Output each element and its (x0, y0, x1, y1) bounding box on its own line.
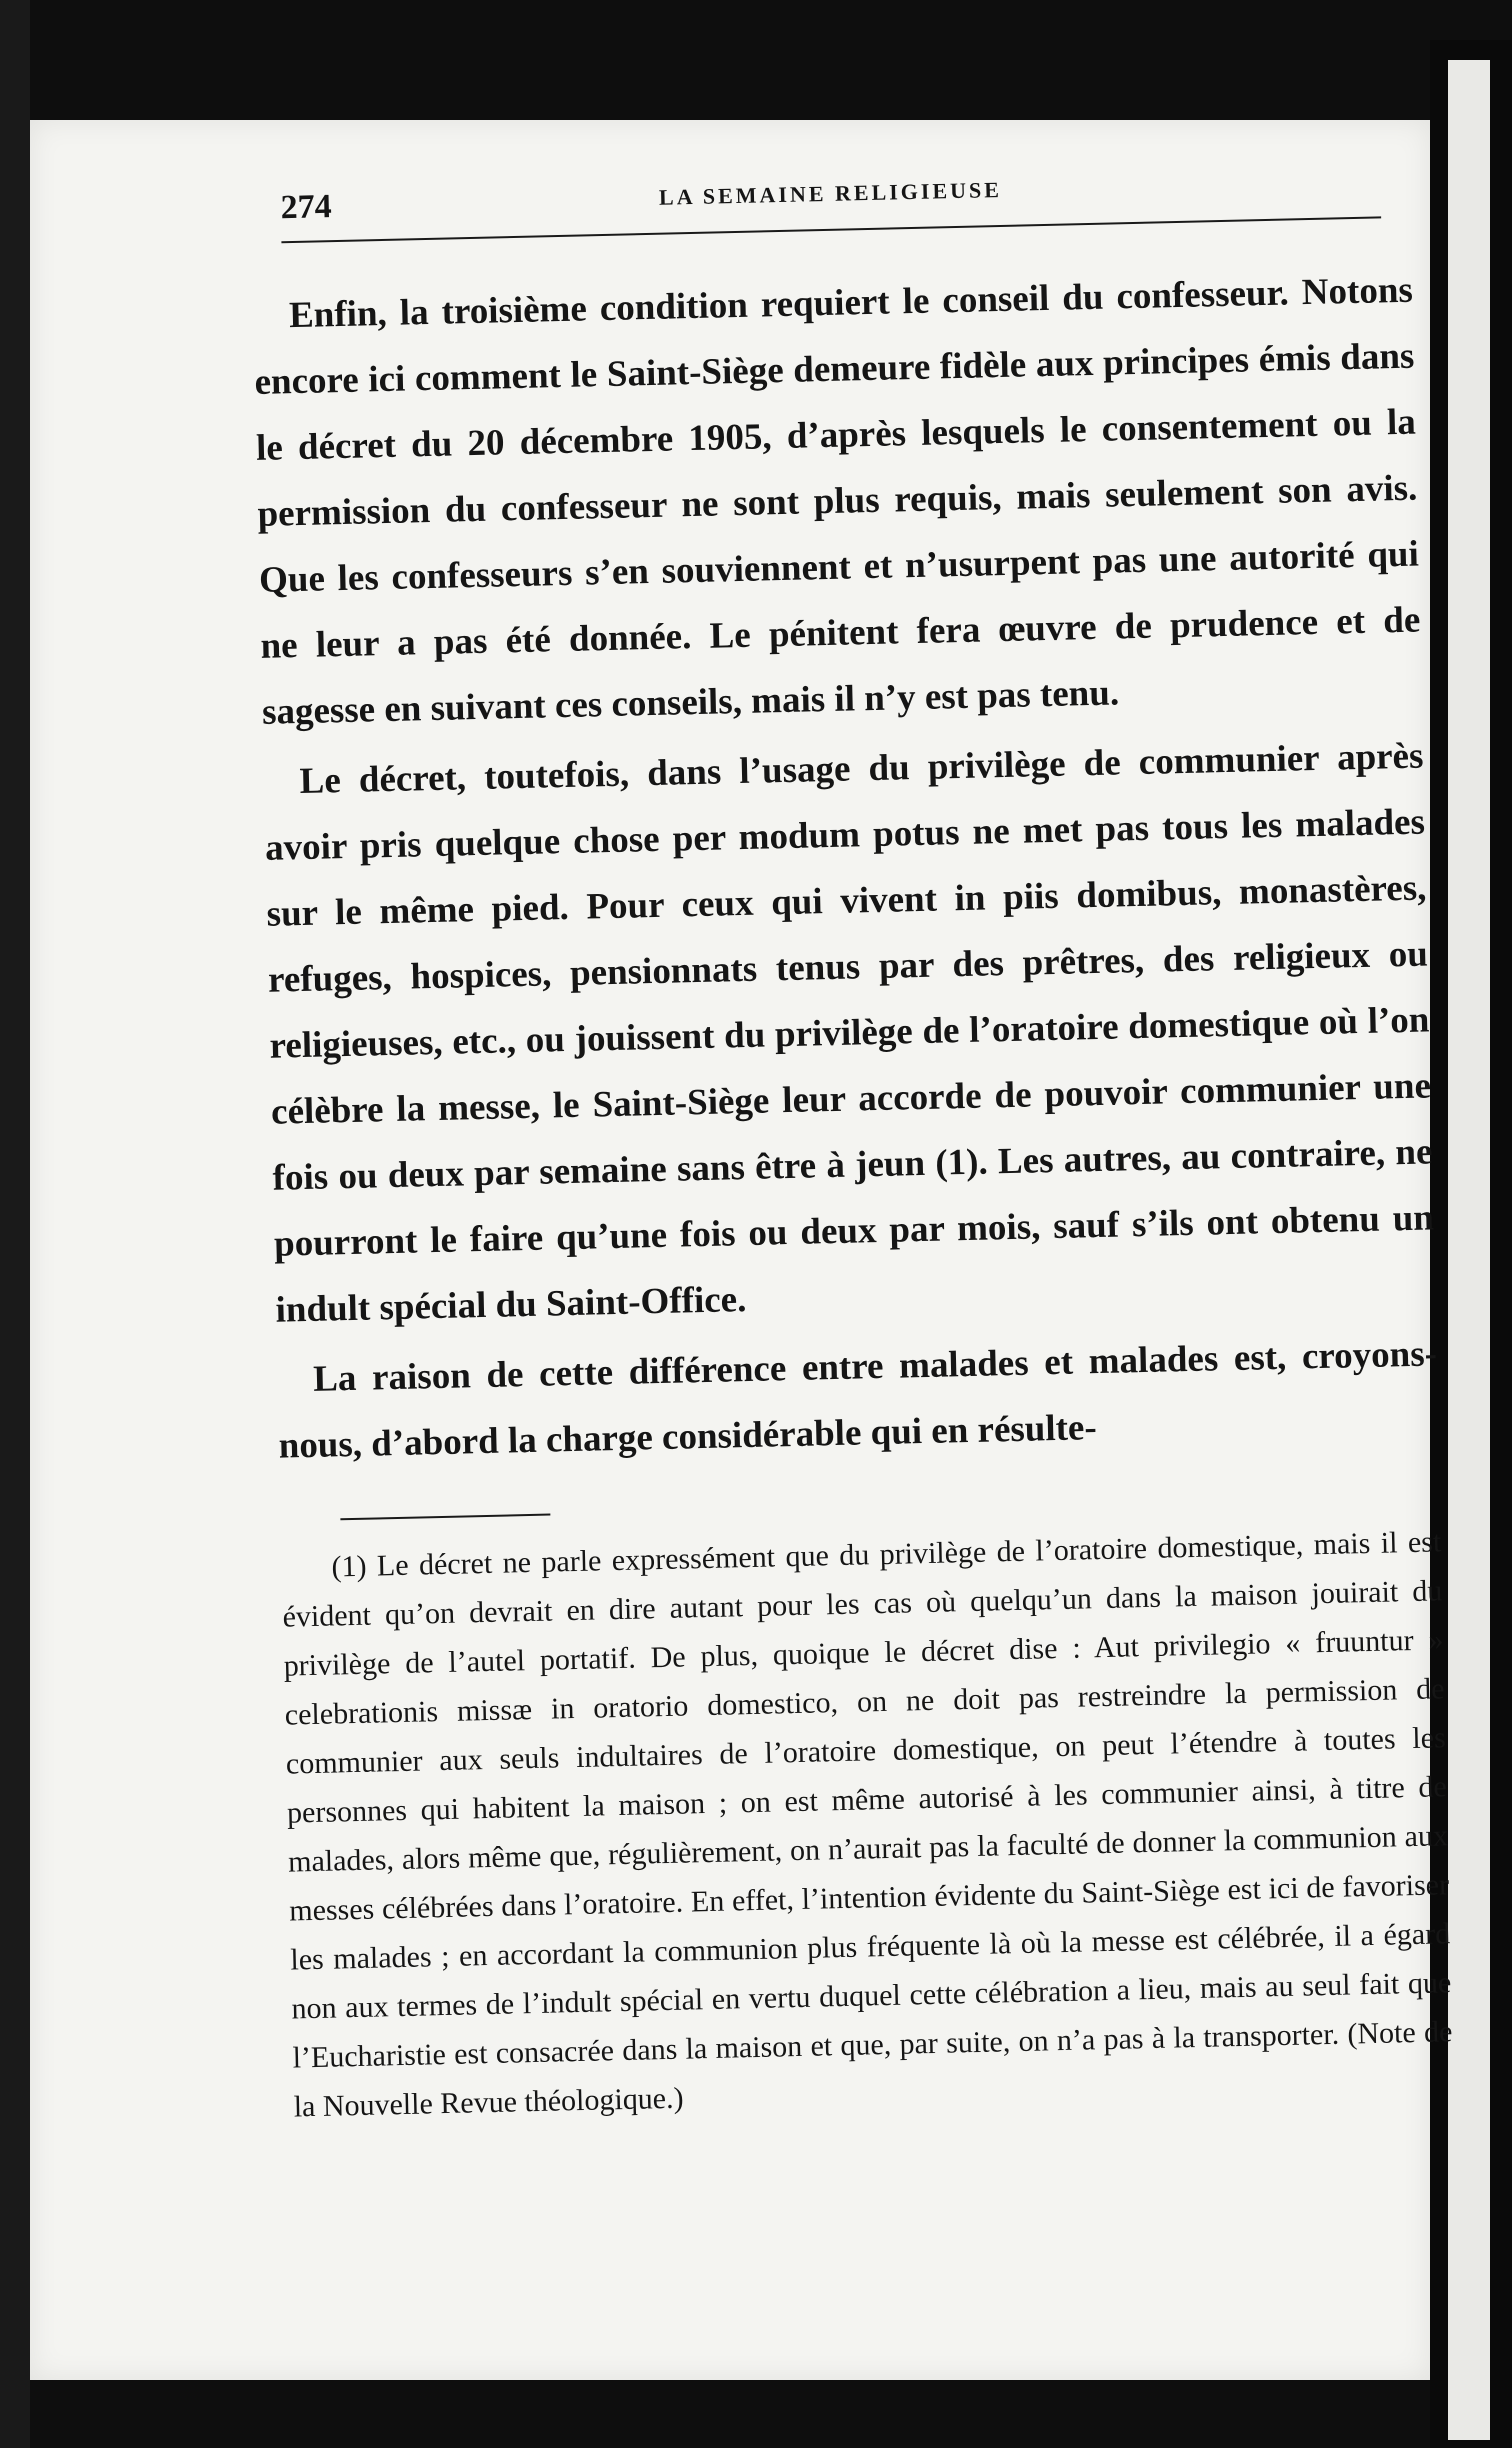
paragraph-1: Enfin, la troisième condition requiert le conseil du confesseur. Notons encore ici comment le Saint-Siège demeure fidèle aux principes émis dans le décret du 20 décembre 1905, d’après lesquels le consentement ou la permission du confesseur ne sont plus requis, mais seulement son avis. Que les confesseurs s’en souviennent et n’usurpent pas une autorité qui ne leur a pas été donnée. Le pénitent fera œuvre de prudence et de sagesse en suivant ces conseils, mais il n’y est pas tenu. (254, 269, 1421, 733)
body-text (252, 258, 1439, 1480)
adjacent-page-edge (1448, 60, 1490, 2440)
footnote-text: Le décret ne parle expressément que du privilège de l’oratoire domestique, mais il est évident qu’on devrait en dire autant pour les cas où quelqu’un dans la maison jouirait du privilège de l’autel portatif. De plus, quoique le décret dise : Aut privilegio « fruuntur » celebrationis missæ in oratorio domestico, on ne doit pas restreindre la permission de communier aux seuls indultaires de l’oratoire domestique, on peut l’étendre à toutes les personnes qui habitent la maison ; on est même autorisé à les communier ainsi, à titre de malades, alors même que, régulièrement, on n’aurait pas la faculté de donner la communion aux messes célébrées dans l’oratoire. En effet, l’intention évidente du Saint-Siège est ici de favoriser les malades ; en accordant la communion plus fréquente là où la messe est célébrée, il a égard non aux termes de l’indult spécial en vertu duquel cette célébration a lieu, mais au seul fait que l’Eucharistie est consacrée dans la maison et que, par suite, on n’a pas à la transporter. (Note de la Nouvelle Revue théologique.) (282, 1525, 1453, 2124)
page-content (250, 154, 1454, 2132)
page-header (250, 154, 1411, 236)
footnote-rule (340, 1514, 550, 1521)
footnote-number: (1) (331, 1549, 367, 1584)
footnote (281, 1517, 1454, 2131)
scanned-page (30, 120, 1453, 2380)
scan-left-margin (0, 0, 30, 2448)
paragraph-2: Le décret, toutefois, dans l’usage du privilège de communier après avoir pris quelque chose per modum potus ne met pas tous les malades sur le même pied. Pour ceux qui vivent in piis domibus, monastères, refuges, hospices, pensionnats tenus par des prêtres, des religieux ou religieuses, etc., ou jouissent du privilège de l’oratoire domestique où l’on célèbre la messe, le Saint-Siège leur accorde de pouvoir communier une fois ou deux par semaine sans être à jeun (1). Les autres, au contraire, ne pourront le faire qu’une fois ou deux par mois, sauf s’ils ont obtenu un indult spécial du Saint-Office. (264, 735, 1435, 1331)
paragraph-3: La raison de cette différence entre malades et malades est, croyons-nous, d’abord la charge considérable qui en résulte- (278, 1333, 1438, 1467)
page-number: 274 (280, 188, 333, 227)
running-title: LA SEMAINE RELIGIEUSE (658, 176, 1003, 210)
